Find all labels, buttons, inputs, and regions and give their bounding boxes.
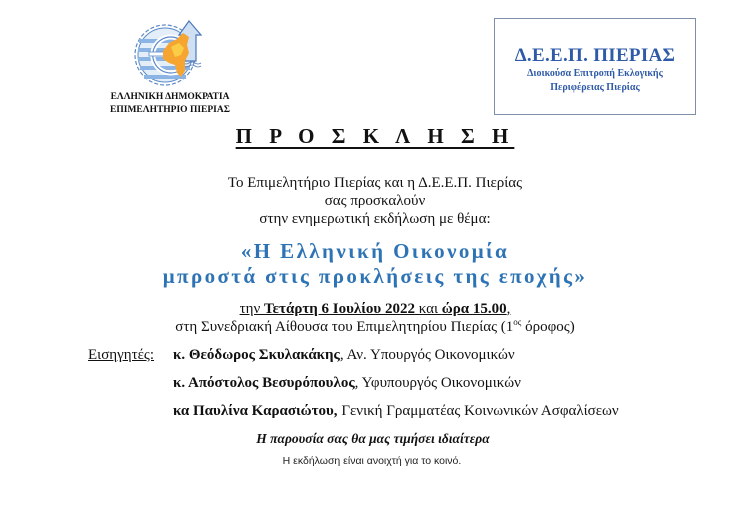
intro-line-3: στην ενημερωτική εκδήλωση με θέμα: [259,211,491,227]
intro-paragraph [0,174,750,228]
event-venue [0,318,750,336]
intro-line-2: σας προσκαλούν [324,193,426,209]
speaker-entry [173,346,515,364]
honor-statement: Η παρουσία σας θα μας τιμήσει ιδιαίτερα [256,431,490,446]
event-topic [0,239,750,289]
logo-line-2: ΕΠΙΜΕΛΗΤΗΡΙΟ ΠΙΕΡΙΑΣ [110,105,230,115]
deep-pierias-box [494,18,696,115]
datetime-prefix: την [239,301,264,317]
chamber-of-commerce-logo-icon [129,15,211,90]
invitation-title: Π Ρ Ο Σ Κ Λ Η Σ Η [235,124,515,148]
speaker-role: , Αν. Υπουργός Οικονομικών [339,347,515,363]
topic-line-1: «Η Ελληνική Οικονομία [240,239,510,263]
deep-subtitle-line-2: Περιφέρειας Πιερίας [550,82,640,93]
topic-line-2: μπροστά στις προκλήσεις της εποχής» [162,264,588,288]
speaker-role: Γενική Γραμματέας Κοινωνικών Ασφαλίσεων [337,403,619,419]
event-datetime-venue [0,300,750,336]
closing-section [0,430,750,468]
speaker-role: , Υφυπουργός Οικονομικών [354,375,521,391]
public-open-note: Η εκδήλωση είναι ανοιχτή για το κοινό. [282,455,462,467]
event-datetime [0,300,750,318]
speaker-name: κ. Θεόδωρος Σκυλακάκης [173,347,340,363]
speaker-entry [173,402,619,420]
event-time: ώρα 15.00 [441,301,507,317]
datetime-middle: και [414,301,442,317]
venue-prefix: στη Συνεδριακή Αίθουσα του Επιμελητηρίου Πιερίας (1 [175,319,514,335]
speakers-label: Εισηγητές: [88,347,155,363]
intro-line-1: Το Επιμελητήριο Πιερίας και η Δ.Ε.Ε.Π. Πιερίας [227,175,523,191]
venue-ordinal: ος [513,317,522,327]
speaker-entry [173,374,521,392]
speaker-name: κα Παυλίνα Καρασιώτου, [173,403,338,419]
venue-suffix: όροφος) [521,319,575,335]
invitation-title-row [0,124,750,149]
datetime-suffix: , [506,301,511,317]
deep-subtitle-line-1: Διοικούσα Επιτροπή Εκλογικής [527,68,663,79]
event-date: Τετάρτη 6 Ιουλίου 2022 [263,301,415,317]
logo-line-1: ΕΛΛΗΝΙΚΗ ΔΗΜΟΚΡΑΤΙΑ [110,92,230,102]
deep-title: Δ.Ε.Ε.Π. ΠΙΕΡΙΑΣ [514,45,676,66]
speaker-name: κ. Απόστολος Βεσυρόπουλος [173,375,355,391]
chamber-logo-block [95,15,245,116]
